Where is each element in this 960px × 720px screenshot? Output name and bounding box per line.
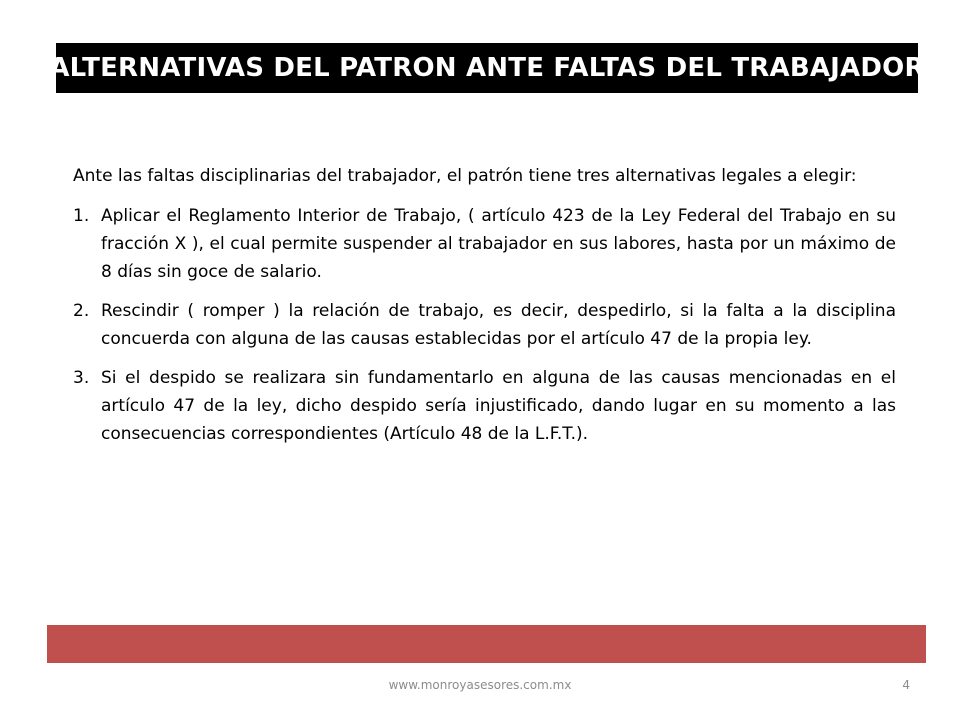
slide-title: ALTERNATIVAS DEL PATRON ANTE FALTAS DEL TRABAJADOR [49, 53, 925, 83]
list-item-text: Rescindir ( romper ) la relación de trabajo, es decir, despedirlo, si la falta a la disciplina concuerda con alguna de las causas establecidas por el artículo 47 de la propia ley. [101, 301, 896, 349]
list-item [73, 202, 896, 286]
slide-content [73, 162, 896, 459]
list-item-number: 3. [73, 368, 90, 388]
list-item-number: 1. [73, 206, 90, 226]
intro-paragraph: Ante las faltas disciplinarias del trabajador, el patrón tiene tres alternativas legales a elegir: [73, 166, 857, 186]
alternatives-list [73, 202, 896, 448]
list-item [73, 297, 896, 353]
list-item-text: Si el despido se realizara sin fundamentarlo en alguna de las causas mencionadas en el artículo 47 de la ley, dicho despido sería injustificado, dando lugar en su momento a las consecuencias correspondientes (Artículo 48 de la L.F.T.). [101, 368, 896, 444]
list-item-number: 2. [73, 301, 90, 321]
list-item-text: Aplicar el Reglamento Interior de Trabajo, ( artículo 423 de la Ley Federal del Trabajo en su fracción X ), el cual permite suspender al trabajador en sus labores, hasta por un máximo de 8 días sin goce de salario. [101, 206, 896, 282]
page-number: 4 [902, 678, 910, 692]
footer-band [47, 625, 926, 663]
slide-title-bar [49, 43, 925, 93]
footer-url: www.monroyasesores.com.mx [388, 678, 572, 692]
list-item [73, 364, 896, 448]
